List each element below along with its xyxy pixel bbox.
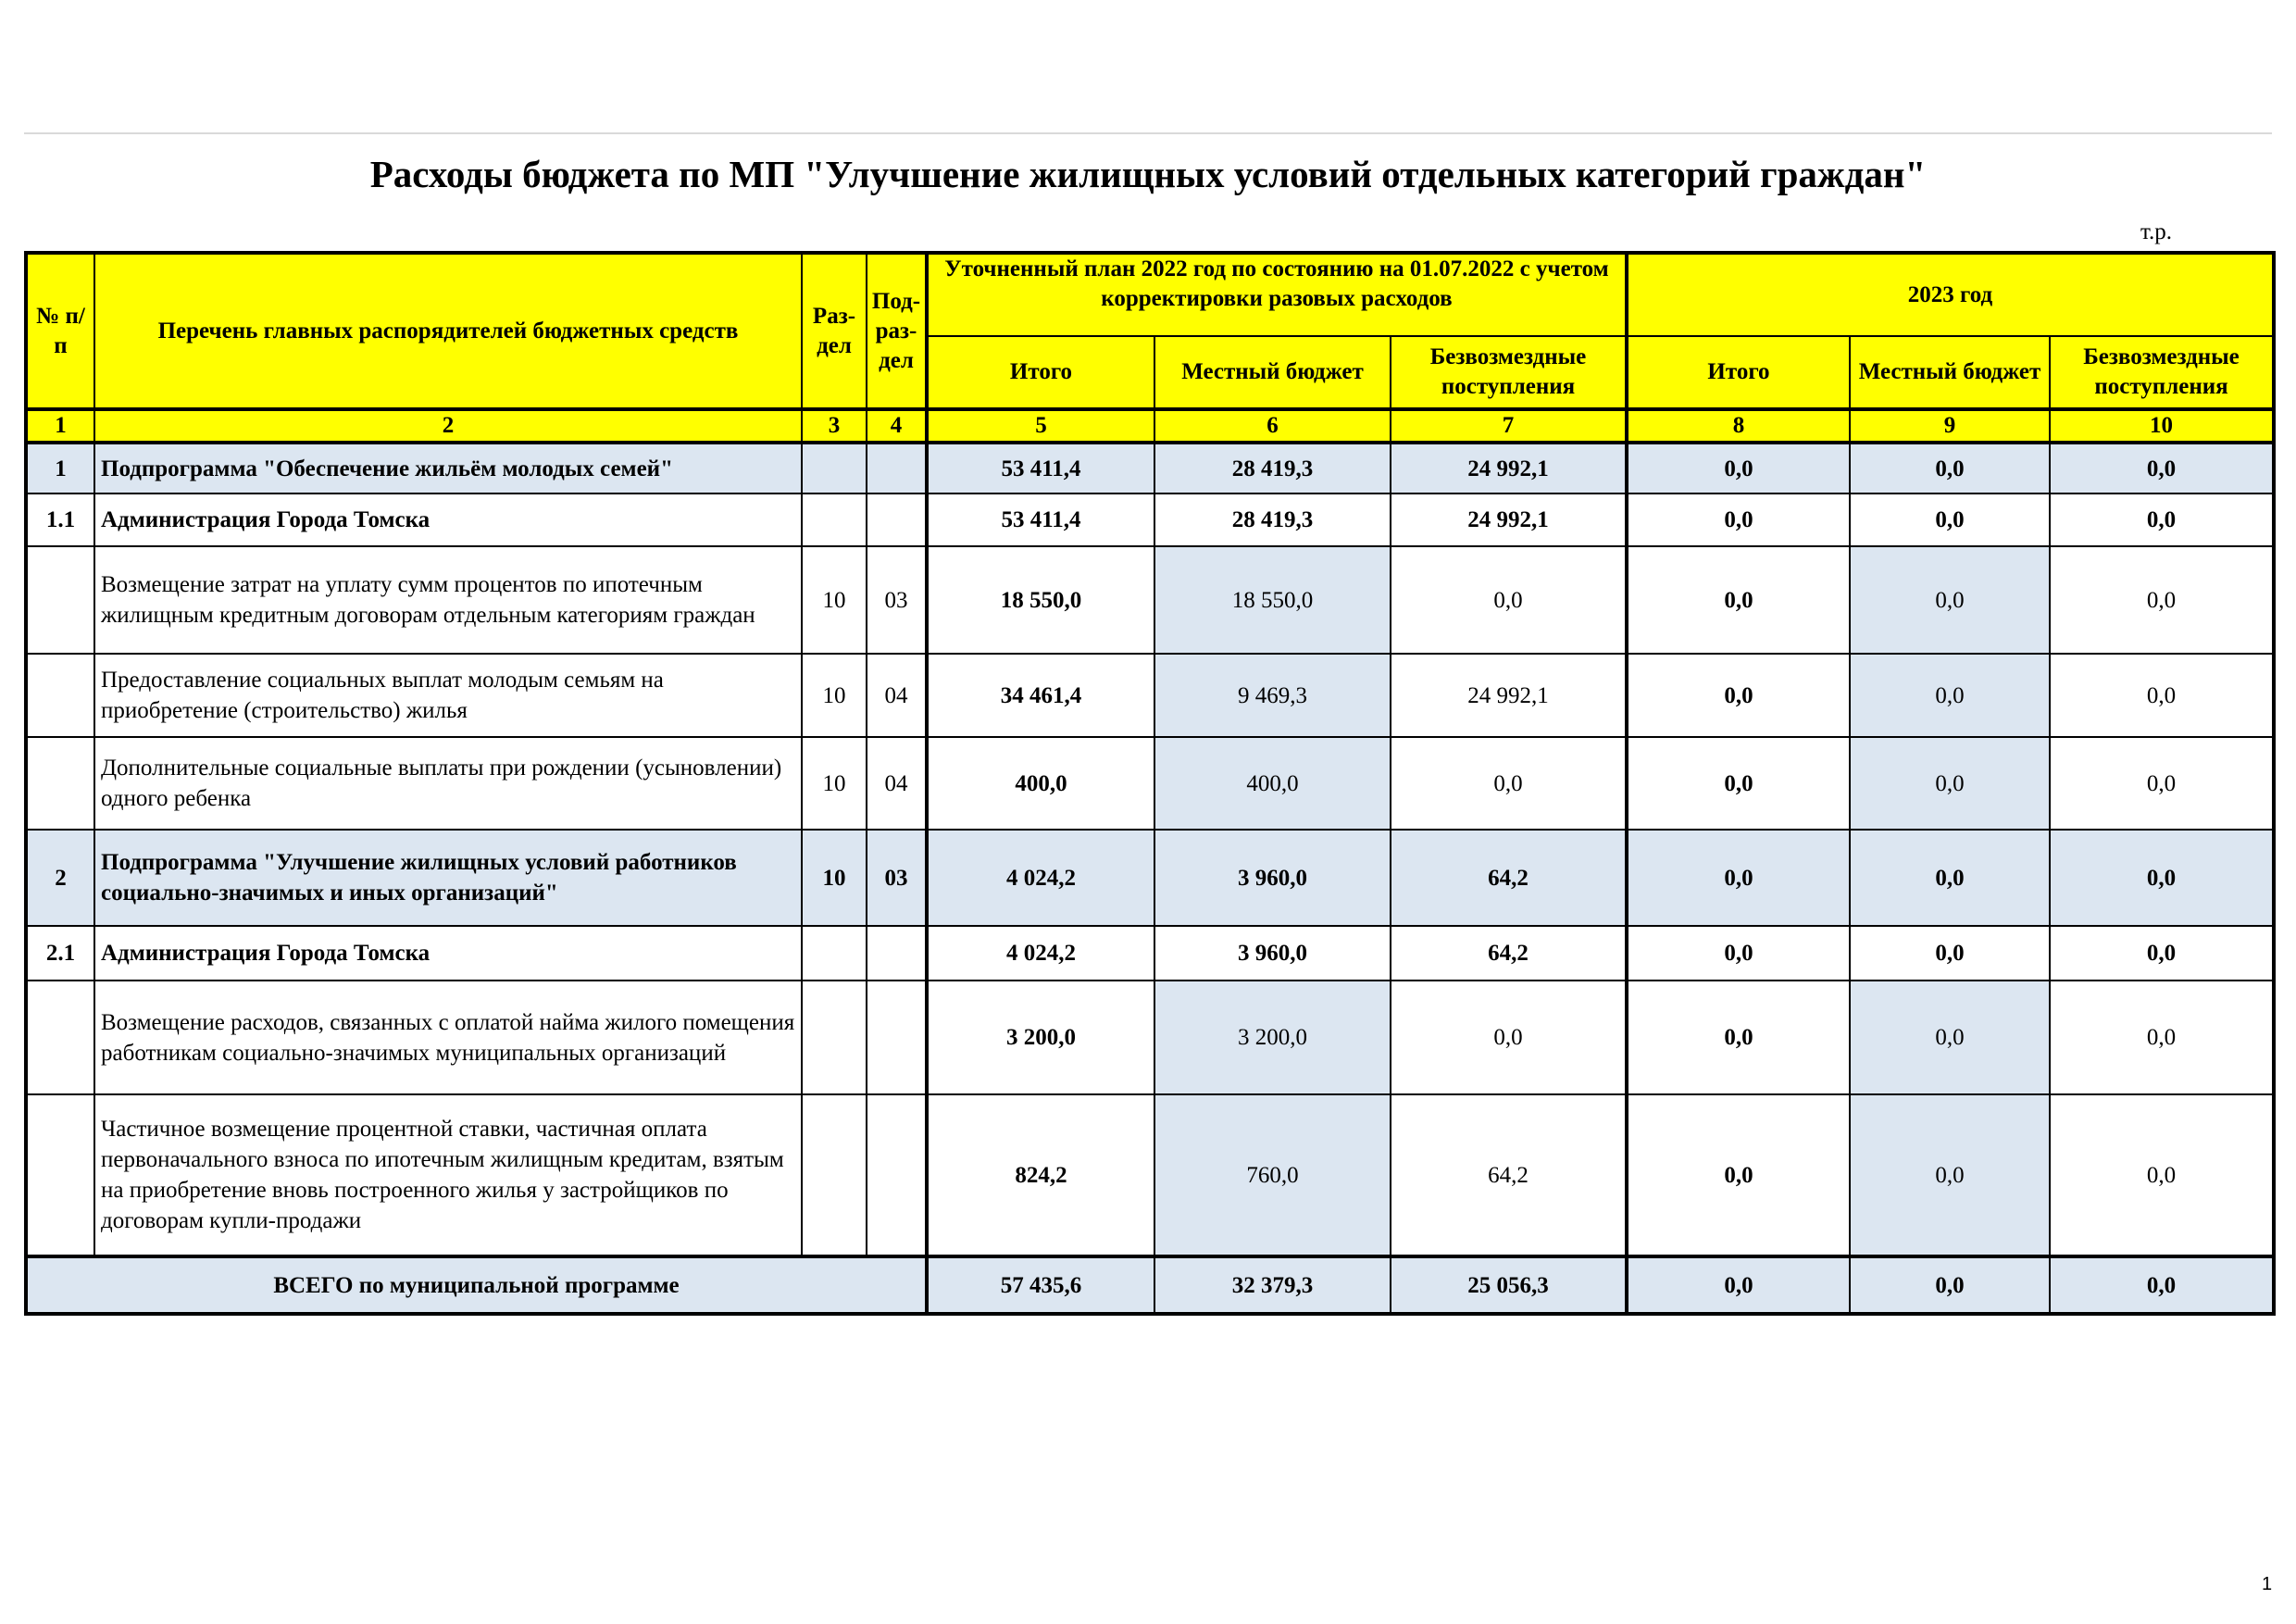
row-name: Подпрограмма "Улучшение жилищных условий работников социально-значимых и иных организаций" bbox=[94, 830, 802, 926]
header-row-1 bbox=[26, 253, 2274, 336]
row-name: Возмещение затрат на уплату сумм процентов по ипотечным жилищным кредитным договорам отдельным категориям граждан bbox=[94, 546, 802, 654]
row-podrazdel: 03 bbox=[867, 830, 927, 926]
row-razdel bbox=[802, 926, 867, 981]
row-podrazdel bbox=[867, 443, 927, 493]
col-number: 1 bbox=[26, 409, 94, 443]
col-number: 2 bbox=[94, 409, 802, 443]
row-name: Дополнительные социальные выплаты при рождении (усыновлении) одного ребенка bbox=[94, 737, 802, 830]
page-title: Расходы бюджета по МП "Улучшение жилищных условий отдельных категорий граждан" bbox=[369, 153, 1927, 195]
table-row bbox=[26, 443, 2274, 493]
year-2023-local: 0,0 bbox=[1850, 830, 2050, 926]
plan-2022-total: 3 200,0 bbox=[927, 981, 1154, 1094]
plan-2022-free: 24 992,1 bbox=[1391, 443, 1627, 493]
row-razdel bbox=[802, 493, 867, 546]
row-razdel: 10 bbox=[802, 546, 867, 654]
plan-2022-total: 824,2 bbox=[927, 1094, 1154, 1256]
header-local-2023: Местный бюджет bbox=[1850, 336, 2050, 409]
table-row bbox=[26, 654, 2274, 737]
row-num bbox=[26, 737, 94, 830]
total-year-2023-free: 0,0 bbox=[2050, 1256, 2274, 1314]
plan-2022-total: 34 461,4 bbox=[927, 654, 1154, 737]
plan-2022-local: 3 200,0 bbox=[1154, 981, 1391, 1094]
year-2023-free: 0,0 bbox=[2050, 926, 2274, 981]
plan-2022-total: 4 024,2 bbox=[927, 830, 1154, 926]
row-num bbox=[26, 981, 94, 1094]
plan-2022-total: 400,0 bbox=[927, 737, 1154, 830]
table-row bbox=[26, 737, 2274, 830]
row-name: Администрация Города Томска bbox=[94, 926, 802, 981]
row-num: 1.1 bbox=[26, 493, 94, 546]
row-razdel: 10 bbox=[802, 737, 867, 830]
year-2023-total: 0,0 bbox=[1627, 493, 1850, 546]
row-name: Администрация Города Томска bbox=[94, 493, 802, 546]
year-2023-local: 0,0 bbox=[1850, 443, 2050, 493]
year-2023-free: 0,0 bbox=[2050, 981, 2274, 1094]
plan-2022-free: 64,2 bbox=[1391, 830, 1627, 926]
header-itogo-2022: Итого bbox=[927, 336, 1154, 409]
plan-2022-local: 3 960,0 bbox=[1154, 830, 1391, 926]
row-num bbox=[26, 1094, 94, 1256]
plan-2022-total: 4 024,2 bbox=[927, 926, 1154, 981]
total-plan-2022-local: 32 379,3 bbox=[1154, 1256, 1391, 1314]
year-2023-total: 0,0 bbox=[1627, 654, 1850, 737]
row-name: Подпрограмма "Обеспечение жильём молодых семей" bbox=[94, 443, 802, 493]
col-number: 6 bbox=[1154, 409, 1391, 443]
plan-2022-local: 400,0 bbox=[1154, 737, 1391, 830]
col-number: 3 bbox=[802, 409, 867, 443]
plan-2022-total: 18 550,0 bbox=[927, 546, 1154, 654]
total-label: ВСЕГО по муниципальной программе bbox=[26, 1256, 927, 1314]
header-free-2023: Безвозмездные поступления bbox=[2050, 336, 2274, 409]
plan-2022-total: 53 411,4 bbox=[927, 493, 1154, 546]
table-row bbox=[26, 926, 2274, 981]
top-divider bbox=[24, 132, 2272, 134]
row-podrazdel: 03 bbox=[867, 546, 927, 654]
plan-2022-free: 0,0 bbox=[1391, 981, 1627, 1094]
header-year-2023: 2023 год bbox=[1627, 253, 2274, 336]
row-podrazdel bbox=[867, 493, 927, 546]
header-free-2022: Безвозмездные поступления bbox=[1391, 336, 1627, 409]
row-razdel: 10 bbox=[802, 654, 867, 737]
year-2023-free: 0,0 bbox=[2050, 546, 2274, 654]
row-name: Возмещение расходов, связанных с оплатой найма жилого помещения работникам социально-значимых муниципальных организаций bbox=[94, 981, 802, 1094]
header-podrazdel: Под-раз-дел bbox=[867, 253, 927, 409]
total-year-2023-total: 0,0 bbox=[1627, 1256, 1850, 1314]
header-local-2022: Местный бюджет bbox=[1154, 336, 1391, 409]
row-podrazdel bbox=[867, 1094, 927, 1256]
year-2023-free: 0,0 bbox=[2050, 443, 2274, 493]
plan-2022-local: 28 419,3 bbox=[1154, 443, 1391, 493]
plan-2022-total: 53 411,4 bbox=[927, 443, 1154, 493]
year-2023-free: 0,0 bbox=[2050, 737, 2274, 830]
year-2023-total: 0,0 bbox=[1627, 981, 1850, 1094]
year-2023-total: 0,0 bbox=[1627, 1094, 1850, 1256]
header-plan-2022: Уточненный план 2022 год по состоянию на 01.07.2022 с учетом корректировки разовых расходов bbox=[927, 253, 1627, 336]
table-row bbox=[26, 493, 2274, 546]
row-podrazdel bbox=[867, 981, 927, 1094]
plan-2022-local: 28 419,3 bbox=[1154, 493, 1391, 546]
table-row bbox=[26, 830, 2274, 926]
col-number: 9 bbox=[1850, 409, 2050, 443]
col-number: 8 bbox=[1627, 409, 1850, 443]
year-2023-total: 0,0 bbox=[1627, 830, 1850, 926]
plan-2022-local: 9 469,3 bbox=[1154, 654, 1391, 737]
col-number: 4 bbox=[867, 409, 927, 443]
year-2023-total: 0,0 bbox=[1627, 443, 1850, 493]
column-number-row bbox=[26, 409, 2274, 443]
row-num: 2 bbox=[26, 830, 94, 926]
total-year-2023-local: 0,0 bbox=[1850, 1256, 2050, 1314]
plan-2022-free: 0,0 bbox=[1391, 546, 1627, 654]
year-2023-local: 0,0 bbox=[1850, 1094, 2050, 1256]
header-num: № п/п bbox=[26, 253, 94, 409]
plan-2022-local: 18 550,0 bbox=[1154, 546, 1391, 654]
row-razdel bbox=[802, 981, 867, 1094]
col-number: 7 bbox=[1391, 409, 1627, 443]
row-razdel bbox=[802, 443, 867, 493]
row-name: Частичное возмещение процентной ставки, частичная оплата первоначального взноса по ипотечным жилищным кредитам, взятым на приобретение вновь построенного жилья у застройщиков по договорам купли-продажи bbox=[94, 1094, 802, 1256]
row-num: 2.1 bbox=[26, 926, 94, 981]
year-2023-free: 0,0 bbox=[2050, 830, 2274, 926]
header-itogo-2023: Итого bbox=[1627, 336, 1850, 409]
year-2023-free: 0,0 bbox=[2050, 654, 2274, 737]
year-2023-total: 0,0 bbox=[1627, 546, 1850, 654]
page-number: 1 bbox=[2262, 1574, 2273, 1594]
budget-table bbox=[24, 251, 2276, 1316]
col-number: 10 bbox=[2050, 409, 2274, 443]
row-podrazdel: 04 bbox=[867, 654, 927, 737]
row-num: 1 bbox=[26, 443, 94, 493]
col-number: 5 bbox=[927, 409, 1154, 443]
plan-2022-free: 0,0 bbox=[1391, 737, 1627, 830]
table-row bbox=[26, 1094, 2274, 1256]
table-row bbox=[26, 546, 2274, 654]
plan-2022-free: 64,2 bbox=[1391, 926, 1627, 981]
plan-2022-free: 64,2 bbox=[1391, 1094, 1627, 1256]
table-row bbox=[26, 981, 2274, 1094]
header-list: Перечень главных распорядителей бюджетных средств bbox=[94, 253, 802, 409]
year-2023-free: 0,0 bbox=[2050, 1094, 2274, 1256]
year-2023-free: 0,0 bbox=[2050, 493, 2274, 546]
year-2023-local: 0,0 bbox=[1850, 493, 2050, 546]
year-2023-local: 0,0 bbox=[1850, 737, 2050, 830]
plan-2022-free: 24 992,1 bbox=[1391, 654, 1627, 737]
year-2023-local: 0,0 bbox=[1850, 546, 2050, 654]
row-name: Предоставление социальных выплат молодым семьям на приобретение (строительство) жилья bbox=[94, 654, 802, 737]
row-podrazdel: 04 bbox=[867, 737, 927, 830]
year-2023-total: 0,0 bbox=[1627, 926, 1850, 981]
plan-2022-free: 24 992,1 bbox=[1391, 493, 1627, 546]
plan-2022-local: 760,0 bbox=[1154, 1094, 1391, 1256]
row-num bbox=[26, 654, 94, 737]
year-2023-local: 0,0 bbox=[1850, 926, 2050, 981]
year-2023-total: 0,0 bbox=[1627, 737, 1850, 830]
year-2023-local: 0,0 bbox=[1850, 981, 2050, 1094]
total-row bbox=[26, 1256, 2274, 1314]
total-plan-2022-free: 25 056,3 bbox=[1391, 1256, 1627, 1314]
row-razdel bbox=[802, 1094, 867, 1256]
plan-2022-local: 3 960,0 bbox=[1154, 926, 1391, 981]
year-2023-local: 0,0 bbox=[1850, 654, 2050, 737]
header-razdel: Раз-дел bbox=[802, 253, 867, 409]
row-num bbox=[26, 546, 94, 654]
total-plan-2022-total: 57 435,6 bbox=[927, 1256, 1154, 1314]
row-razdel: 10 bbox=[802, 830, 867, 926]
units-label: т.р. bbox=[2140, 219, 2173, 244]
row-podrazdel bbox=[867, 926, 927, 981]
